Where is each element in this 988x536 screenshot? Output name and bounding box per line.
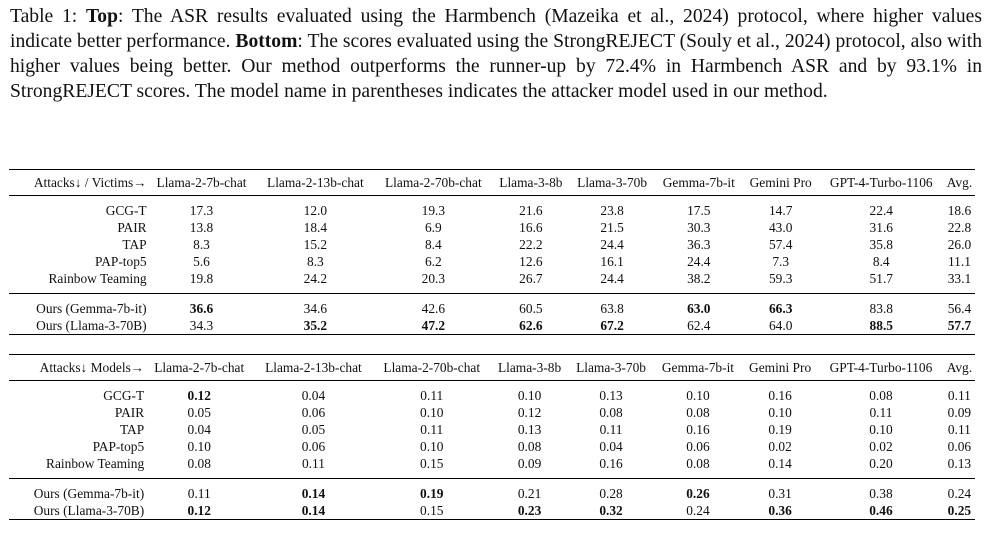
table-cell: 0.31 [768,486,792,501]
table-cell: 43.0 [768,220,793,235]
table-cell: 0.28 [599,486,623,501]
caption-label: Table 1: [10,6,87,27]
table-cell: 19.3 [421,203,446,218]
table-cell: 35.2 [256,317,374,335]
column-header: Gemini Pro [743,170,819,196]
table-cell: 0.36 [742,502,818,520]
column-header: GPT-4-Turbo-1106 [819,170,944,196]
table-cell: 47.2 [374,317,492,335]
table-cell: 34.3 [147,317,257,335]
table-cell: 0.13 [517,422,542,437]
table-cell: 0.24 [654,502,742,520]
table-cell: 42.6 [421,301,446,316]
table-cell: 0.10 [187,439,211,454]
table-cell: 0.11 [947,422,971,437]
row-label: Rainbow Teaming [48,271,147,286]
table-cell: 22.4 [869,203,893,218]
table-cell: 0.02 [768,439,792,454]
table-cell: 17.3 [189,203,214,218]
table-row [9,455,975,472]
table-cell: 0.08 [187,456,211,471]
table-cell: 22.8 [947,220,972,235]
header-row [9,170,975,196]
table-cell: 0.19 [768,422,792,437]
table-cell: 16.1 [600,254,624,269]
table-cell: 33.1 [947,271,972,286]
table-cell: 0.10 [768,405,792,420]
table-cell: 66.3 [768,301,793,316]
table-cell: 36.3 [687,237,711,252]
table-cell: 16.6 [519,220,543,235]
caption-bottom-label: Bottom [235,31,298,52]
table-cell: 0.11 [420,422,444,437]
row-label: Rainbow Teaming [46,456,145,471]
column-header: Avg. [944,170,975,196]
table-cell: 0.32 [568,502,654,520]
table-cell: 0.10 [869,422,893,437]
table-row [9,300,975,317]
row-label: PAIR [117,220,147,235]
table-cell: 21.5 [600,220,624,235]
table-cell: 0.21 [517,486,542,501]
table-cell: 24.4 [600,237,624,252]
table-cell: 0.06 [947,439,972,454]
table-cell: 18.6 [947,203,972,218]
table-cell: 0.11 [187,486,211,501]
row-label: Ours (Gemma-7b-it) [36,301,147,316]
column-header: Llama-2-70b-chat [374,170,492,196]
table-cell: 20.3 [421,271,446,286]
table-cell: 0.14 [768,456,792,471]
table-cell: 23.8 [600,203,624,218]
caption-top-label: Top [86,6,118,27]
table-row [9,202,975,219]
column-header: Llama-3-8b [491,355,568,381]
column-header: Llama-2-70b-chat [373,355,491,381]
table-cell: 0.13 [599,388,623,403]
table-cell: 0.05 [187,405,211,420]
table-cell: 0.11 [301,456,325,471]
column-header: Gemma-7b-it [655,170,743,196]
table-cell: 15.2 [303,237,328,252]
table-cell: 0.11 [947,388,971,403]
column-header: Llama-2-7b-chat [144,355,254,381]
table-cell: 12.0 [303,203,328,218]
table-cell: 0.04 [599,439,623,454]
table-cell: 0.26 [686,486,710,501]
table-cell: 0.11 [599,422,623,437]
table-cell: 0.06 [301,439,326,454]
table-cell: 62.6 [492,317,569,335]
table-row [9,317,975,335]
table-cell: 0.13 [947,456,972,471]
column-header: Llama-2-7b-chat [147,170,257,196]
table-cell: 11.1 [947,254,971,269]
table-row [9,253,975,270]
row-label: PAP-top5 [92,439,145,454]
column-header: Llama-2-13b-chat [256,170,374,196]
table-cell: 30.3 [687,220,711,235]
table-cell: 51.7 [869,271,893,286]
table-cell: 0.02 [869,439,893,454]
table-cell: 83.8 [869,301,893,316]
table-cell: 8.3 [193,237,210,252]
table-cell: 12.6 [519,254,543,269]
table-cell: 0.15 [420,456,444,471]
row-label: TAP [122,237,147,252]
header-row [9,355,975,381]
table-cell: 26.7 [519,271,543,286]
table-cell: 38.2 [687,271,711,286]
table-cell: 13.8 [189,220,214,235]
table-cell: 0.16 [768,388,792,403]
row-label: PAP-top5 [95,254,147,269]
row-label: TAP [119,422,145,437]
caption-part1: : The ASR results evaluated using the Harmbench (Mazeika et al., 2024) protocol, where higher values indicate better performance. [10,6,982,52]
table-row [9,219,975,236]
table-cell: 0.15 [373,502,491,520]
table-cell: 57.7 [944,317,975,335]
table-cell: 24.4 [600,271,624,286]
table-row [9,502,975,520]
table-cell: 0.46 [818,502,944,520]
corner-header: Attacks↓ / Victims→ [9,170,147,196]
table-cell: 0.14 [254,502,372,520]
table-row [9,404,975,421]
table-row [9,387,975,404]
table-cell: 6.2 [424,254,442,269]
table-row [9,438,975,455]
table-cell: 0.04 [187,422,211,437]
table-cell: 0.10 [420,405,444,420]
row-label: PAIR [114,405,145,420]
strongreject-table [9,354,975,520]
table-cell: 22.2 [519,237,543,252]
table-row [9,236,975,253]
row-label: Ours (Llama-3-70B) [9,317,147,335]
table-cell: 0.16 [686,422,710,437]
table-cell: 0.12 [517,405,542,420]
table-cell: 0.08 [517,439,542,454]
table-cell: 35.8 [869,237,893,252]
table-cell: 19.8 [189,271,214,286]
table-cell: 26.0 [947,237,972,252]
table-cell: 0.25 [944,502,975,520]
corner-header: Attacks↓ Models→ [9,355,144,381]
table-cell: 24.2 [303,271,328,286]
table-cell: 0.19 [420,486,444,501]
table-cell: 31.6 [869,220,893,235]
caption-part2: : The scores evaluated using the StrongREJECT (Souly et al., 2024) protocol, also with higher values being better. Our method outperforms the runner-up by 72.4% in Harmbench ASR and by 93.1% in StrongREJECT scores. The model name in parentheses indicates the attacker model used in our method. [10,31,982,102]
column-header: Gemini Pro [742,355,818,381]
column-header: Avg. [944,355,975,381]
table-cell: 0.06 [301,405,326,420]
table-cell: 88.5 [819,317,944,335]
table-cell: 0.10 [686,388,710,403]
table-cell: 21.6 [519,203,543,218]
column-header: Llama-3-70b [568,355,654,381]
table-cell: 0.09 [947,405,972,420]
table-cell: 6.9 [424,220,442,235]
table-cell: 63.0 [687,301,711,316]
table-cell: 0.09 [517,456,542,471]
table-cell: 64.0 [743,317,819,335]
table-row [9,421,975,438]
table-cell: 67.2 [569,317,654,335]
column-header: Llama-3-70b [569,170,654,196]
table-cell: 17.5 [687,203,711,218]
table-row [9,270,975,287]
row-label: GCG-T [105,203,147,218]
table-cell: 5.6 [193,254,210,269]
table-cell: 0.38 [869,486,893,501]
table-cell: 0.04 [301,388,326,403]
column-header: Llama-3-8b [492,170,569,196]
table-cell: 0.11 [869,405,893,420]
table-cell: 0.05 [301,422,326,437]
table-row [9,485,975,502]
table-cell: 63.8 [600,301,624,316]
table-cell: 0.23 [491,502,568,520]
table-cell: 0.12 [187,388,211,403]
row-label: Ours (Gemma-7b-it) [33,486,145,501]
column-header: Gemma-7b-it [654,355,742,381]
table-cell: 0.24 [947,486,972,501]
table-cell: 0.11 [420,388,444,403]
table-cell: 0.06 [686,439,710,454]
table-cell: 0.10 [420,439,444,454]
table-cell: 24.4 [687,254,711,269]
table-cell: 18.4 [303,220,328,235]
table-caption [10,4,982,104]
table-cell: 36.6 [189,301,214,316]
table-cell: 8.4 [872,254,890,269]
table-cell: 8.3 [307,254,324,269]
table-cell: 7.3 [772,254,790,269]
table-cell: 14.7 [768,203,793,218]
table-cell: 0.16 [599,456,623,471]
table-cell: 0.14 [301,486,326,501]
table-cell: 0.20 [869,456,893,471]
row-label: Ours (Llama-3-70B) [9,502,144,520]
table-cell: 0.10 [517,388,542,403]
table-cell: 60.5 [519,301,543,316]
table-cell: 62.4 [655,317,743,335]
table-cell: 0.08 [686,405,710,420]
row-label: GCG-T [103,388,145,403]
table-cell: 8.4 [424,237,442,252]
table-cell: 34.6 [303,301,328,316]
table-cell: 0.08 [599,405,623,420]
table-cell: 59.3 [768,271,793,286]
table-cell: 56.4 [947,301,972,316]
table-cell: 0.08 [869,388,893,403]
column-header: Llama-2-13b-chat [254,355,372,381]
harmbench-table [9,169,975,335]
table-cell: 0.12 [144,502,254,520]
table-cell: 57.4 [768,237,793,252]
column-header: GPT-4-Turbo-1106 [818,355,944,381]
table-cell: 0.08 [686,456,710,471]
